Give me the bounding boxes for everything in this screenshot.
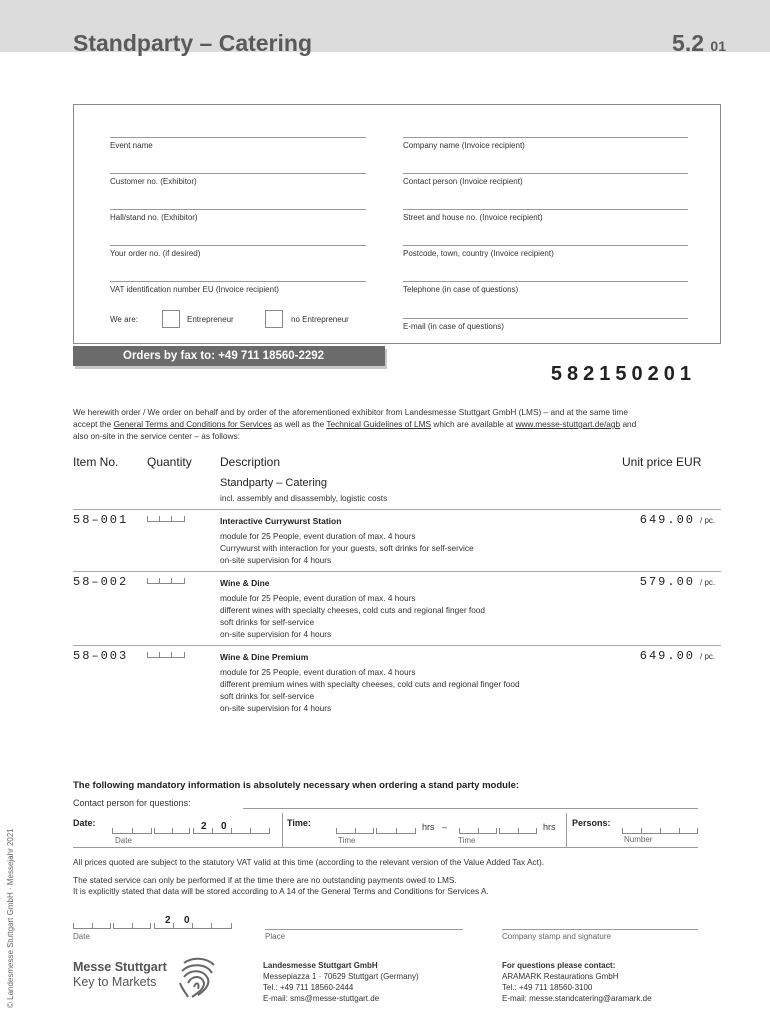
time-sublabel: Time: [458, 836, 476, 845]
entrepreneur-label: Entrepreneur: [187, 315, 234, 324]
time-to-minutes-input[interactable]: [499, 826, 537, 834]
col-header-item: Item No.: [73, 455, 119, 469]
copyright-side-text: © Landesmesse Stuttgart GmbH · Messejahr 2021: [6, 828, 15, 1008]
divider: [282, 813, 283, 847]
quantity-input[interactable]: [147, 515, 185, 522]
col-header-qty: Quantity: [147, 455, 192, 469]
no-entrepreneur-checkbox[interactable]: [265, 310, 283, 328]
logo-tagline: Key to Markets: [73, 975, 157, 989]
col-header-price: Unit price EUR: [622, 455, 702, 469]
order-form-box: [73, 104, 721, 344]
sign-date-day-input[interactable]: [73, 921, 111, 929]
field-label: Event name: [110, 141, 153, 150]
col-header-desc: Description: [220, 455, 281, 469]
sign-date-month-input[interactable]: [113, 921, 151, 929]
street-field[interactable]: [403, 209, 688, 210]
data-storage-note: It is explicitly stated that data will be stored according to A 14 of the General Terms and Conditions for Services A.: [73, 886, 489, 896]
stamp-label: Company stamp and signature: [502, 932, 611, 941]
time-to-hours-input[interactable]: [459, 826, 497, 834]
sign-date-label: Date: [73, 932, 90, 941]
field-label: Postcode, town, country (Invoice recipient): [403, 249, 554, 258]
item-description: module for 25 People, event duration of max. 4 hours different premium wines with specialty cheeses, cold cuts and regional finger food soft drinks for self-service on-site supervision for 4 hours: [220, 667, 520, 713]
order-number: 582150201: [550, 363, 696, 385]
email-field[interactable]: [403, 318, 688, 319]
intro-text: We herewith order / We order on behalf and by order of the aforementioned exhibitor from Landesmesse Stuttgart GmbH (LMS) – and at the same time accept the General Terms and Conditions for Services as well as the Technical Guidelines of LMS which are available at www.messe-stuttgart.de/agb and also on-site in the service center – as follows:: [73, 407, 637, 441]
item-number: 58–002: [73, 575, 129, 589]
contact-label: Contact person for questions:: [73, 798, 191, 808]
field-label: Contact person (Invoice recipient): [403, 177, 523, 186]
field-label: Street and house no. (Invoice recipient): [403, 213, 543, 222]
item-price: 649.00: [639, 649, 695, 663]
we-are-label: We are:: [110, 315, 138, 324]
order-no-field[interactable]: [110, 245, 366, 246]
price-unit: / pc.: [700, 516, 716, 525]
form-code: 5.2 01: [672, 30, 726, 56]
contact-person-input[interactable]: [243, 808, 698, 809]
vat-id-field[interactable]: [110, 281, 366, 282]
field-label: Customer no. (Exhibitor): [110, 177, 197, 186]
row-divider: [73, 509, 721, 510]
year-digit: 0: [221, 821, 227, 832]
item-name: Wine & Dine Premium: [220, 652, 309, 662]
item-number: 58–001: [73, 513, 129, 527]
guidelines-link[interactable]: Technical Guidelines of LMS: [326, 419, 432, 429]
mandatory-heading: The following mandatory information is absolutely necessary when ordering a stand party module:: [73, 780, 520, 791]
contact-person-field[interactable]: [403, 173, 688, 174]
price-unit: / pc.: [700, 652, 716, 661]
year-digit: 2: [201, 821, 207, 832]
price-unit: / pc.: [700, 578, 716, 587]
aramark-contact: For questions please contact: ARAMARK Restaurations GmbH Tel.: +49 711 18560-3100 E-mail: messe.standcatering@aramark.de: [502, 961, 652, 1003]
item-description: module for 25 People, event duration of max. 4 hours Currywurst with interaction for your guests, soft drinks for self-service on-site supervision for 4 hours: [220, 531, 474, 565]
hrs-label: hrs: [543, 822, 556, 832]
row-divider: [73, 645, 721, 646]
persons-input[interactable]: [622, 826, 698, 834]
fax-banner: Orders by fax to: +49 711 18560-2292: [73, 346, 385, 366]
time-dash: –: [442, 822, 448, 832]
field-label: E-mail (in case of questions): [403, 322, 504, 331]
divider: [566, 813, 567, 847]
no-entrepreneur-label: no Entrepreneur: [291, 315, 349, 324]
item-name: Wine & Dine: [220, 578, 270, 588]
number-sublabel: Number: [624, 835, 653, 844]
event-name-field[interactable]: [110, 137, 366, 138]
quantity-input[interactable]: [147, 577, 185, 584]
payment-note: The stated service can only be performed if at the time there are no outstanding payments owed to LMS.: [73, 875, 457, 885]
item-price: 649.00: [639, 513, 695, 527]
hrs-label: hrs: [422, 822, 435, 832]
place-label: Place: [265, 932, 286, 941]
time-sublabel: Time: [338, 836, 356, 845]
place-input[interactable]: [265, 929, 463, 930]
date-sublabel: Date: [115, 836, 132, 845]
time-from-minutes-input[interactable]: [376, 826, 416, 834]
year-digit: 0: [184, 915, 190, 926]
postcode-field[interactable]: [403, 245, 688, 246]
group-title: Standparty – Catering: [220, 477, 328, 489]
date-label: Date:: [73, 818, 96, 828]
logo-text: Messe Stuttgart: [73, 960, 167, 974]
field-label: Company name (Invoice recipient): [403, 141, 525, 150]
telephone-field[interactable]: [403, 281, 688, 282]
item-description: module for 25 People, event duration of max. 4 hours different wines with specialty cheeses, cold cuts and regional finger food soft drinks for self-service on-site supervision for 4 hours: [220, 593, 486, 639]
customer-no-field[interactable]: [110, 173, 366, 174]
item-price: 579.00: [639, 575, 695, 589]
time-from-hours-input[interactable]: [336, 826, 374, 834]
date-day-input[interactable]: [112, 826, 152, 834]
quantity-input[interactable]: [147, 651, 185, 658]
item-number: 58–003: [73, 649, 129, 663]
field-label: VAT identification number EU (Invoice recipient): [110, 285, 279, 294]
vat-note: All prices quoted are subject to the statutory VAT valid at this time (according to the relevant version of the Value Added Tax Act).: [73, 857, 545, 867]
hall-stand-field[interactable]: [110, 209, 366, 210]
field-label: Hall/stand no. (Exhibitor): [110, 213, 198, 222]
field-label: Your order no. (if desired): [110, 249, 201, 258]
terms-link[interactable]: General Terms and Conditions for Services: [113, 419, 272, 429]
year-digit: 2: [165, 915, 171, 926]
field-label: Telephone (in case of questions): [403, 285, 519, 294]
lms-address: Landesmesse Stuttgart GmbH Messepiazza 1 · 70629 Stuttgart (Germany) Tel.: +49 711 18560-2444 E-mail: sms@messe-stuttgart.de: [263, 961, 419, 1003]
group-subtitle: incl. assembly and disassembly, logistic costs: [220, 493, 388, 503]
date-month-input[interactable]: [154, 826, 190, 834]
fingerprint-logo-icon: [178, 955, 218, 999]
page-title: Standparty – Catering: [73, 30, 312, 56]
company-name-field[interactable]: [403, 137, 688, 138]
item-name: Interactive Currywurst Station: [220, 516, 342, 526]
stamp-signature-input[interactable]: [502, 929, 698, 930]
persons-label: Persons:: [572, 818, 611, 828]
row-divider: [73, 571, 721, 572]
time-label: Time:: [287, 818, 311, 828]
entrepreneur-checkbox[interactable]: [162, 310, 180, 328]
agb-link[interactable]: www.messe-stuttgart.de/agb: [515, 419, 621, 429]
